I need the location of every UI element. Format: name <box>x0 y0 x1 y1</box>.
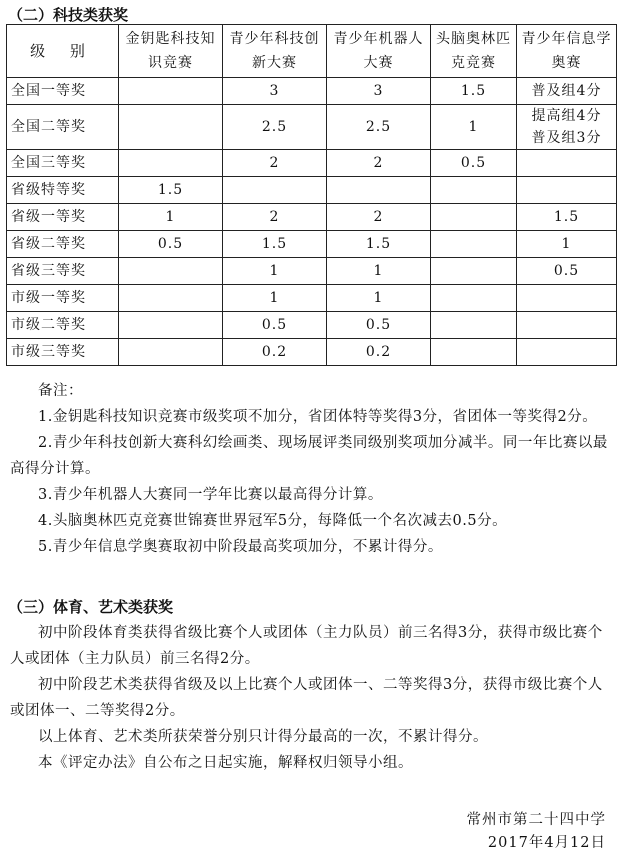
table-row <box>7 78 617 105</box>
table-cell: 1 <box>223 285 327 312</box>
table-cell <box>119 285 223 312</box>
table-cell: 1.5 <box>327 231 431 258</box>
table-cell: 普及组4分 <box>517 78 617 105</box>
notes-title: 备注： <box>38 383 83 399</box>
table-cell: 3 <box>327 78 431 105</box>
row-level: 省级一等奖 <box>7 204 119 231</box>
table-cell <box>517 312 617 339</box>
table-row <box>7 231 617 258</box>
note-item: 2.青少年科技创新大赛科幻绘画类、现场展评类同级别奖项加分减半。同一年比赛以最高得分计算。 <box>10 435 608 477</box>
table-cell: 2.5 <box>223 105 327 150</box>
table-cell: 0.2 <box>327 339 431 366</box>
table-cell: 1.5 <box>119 177 223 204</box>
header-col: 青少年信息学奥赛 <box>517 25 617 78</box>
table-cell <box>119 339 223 366</box>
table-row <box>7 105 617 150</box>
section3-heading: （三）体育、艺术类获奖 <box>8 598 174 616</box>
section3-paragraph: 初中阶段体育类获得省级比赛个人或团体（主力队员）前三名得3分，获得市级比赛个人或团体（主力队员）前三名得2分。 <box>10 625 603 667</box>
row-level: 全国二等奖 <box>7 105 119 150</box>
header-col: 青少年科技创新大赛 <box>223 25 327 78</box>
table-cell: 1 <box>223 258 327 285</box>
table-cell: 0.2 <box>223 339 327 366</box>
row-level: 省级二等奖 <box>7 231 119 258</box>
header-col: 头脑奥林匹克竞赛 <box>431 25 517 78</box>
table-cell <box>327 177 431 204</box>
table-cell <box>431 285 517 312</box>
table-row <box>7 204 617 231</box>
note-item: 4.头脑奥林匹克竞赛世锦赛世界冠军5分，每降低一个名次减去0.5分。 <box>38 513 508 529</box>
header-col: 青少年机器人大赛 <box>327 25 431 78</box>
row-level: 市级一等奖 <box>7 285 119 312</box>
notes-block <box>10 378 616 560</box>
table-cell <box>431 177 517 204</box>
table-cell <box>517 285 617 312</box>
table-cell: 0.5 <box>431 150 517 177</box>
table-cell <box>431 231 517 258</box>
table-cell: 1 <box>327 258 431 285</box>
signature-date: 2017年4月12日 <box>487 835 606 851</box>
table-cell <box>223 177 327 204</box>
row-level: 全国三等奖 <box>7 150 119 177</box>
table-cell: 1.5 <box>517 204 617 231</box>
table-cell <box>431 339 517 366</box>
section3-paragraph: 本《评定办法》自公布之日起实施，解释权归领导小组。 <box>38 755 413 771</box>
table-cell: 1.5 <box>223 231 327 258</box>
table-cell: 1 <box>431 105 517 150</box>
row-level: 省级特等奖 <box>7 177 119 204</box>
table-row <box>7 312 617 339</box>
section3-body <box>10 620 616 776</box>
table-cell <box>119 312 223 339</box>
table-cell <box>517 150 617 177</box>
table-cell <box>119 105 223 150</box>
table-cell <box>119 258 223 285</box>
table-cell <box>431 204 517 231</box>
table-cell <box>431 312 517 339</box>
table-cell: 2.5 <box>327 105 431 150</box>
header-level: 级 别 <box>7 25 119 78</box>
table-cell: 0.5 <box>327 312 431 339</box>
table-cell: 2 <box>223 204 327 231</box>
section3-paragraph: 以上体育、艺术类所获荣誉分别只计得分最高的一次，不累计得分。 <box>38 729 488 745</box>
table-cell: 3 <box>223 78 327 105</box>
table-header-row <box>7 25 617 78</box>
row-level: 市级二等奖 <box>7 312 119 339</box>
table-cell: 1 <box>119 204 223 231</box>
signature-org: 常州市第二十四中学 <box>466 812 606 828</box>
table-cell <box>517 177 617 204</box>
note-item: 5.青少年信息学奥赛取初中阶段最高奖项加分，不累计得分。 <box>38 539 443 555</box>
table-cell: 2 <box>327 204 431 231</box>
table-cell: 1.5 <box>431 78 517 105</box>
row-level: 全国一等奖 <box>7 78 119 105</box>
table-cell: 0.5 <box>223 312 327 339</box>
row-level: 市级三等奖 <box>7 339 119 366</box>
table-row <box>7 258 617 285</box>
table-cell: 2 <box>327 150 431 177</box>
table-cell: 1 <box>327 285 431 312</box>
award-points-table <box>6 24 617 366</box>
table-row <box>7 339 617 366</box>
table-cell <box>119 78 223 105</box>
table-cell: 1 <box>517 231 617 258</box>
table-cell <box>431 258 517 285</box>
section2-heading: （二）科技类获奖 <box>8 6 129 24</box>
table-row <box>7 150 617 177</box>
note-item: 3.青少年机器人大赛同一学年比赛以最高得分计算。 <box>38 487 383 503</box>
table-row <box>7 177 617 204</box>
table-cell: 2 <box>223 150 327 177</box>
header-col: 金钥匙科技知识竞赛 <box>119 25 223 78</box>
table-cell <box>517 339 617 366</box>
section3-paragraph: 初中阶段艺术类获得省级及以上比赛个人或团体一、二等奖得3分，获得市级比赛个人或团体一、二等奖得2分。 <box>10 677 603 719</box>
row-level: 省级三等奖 <box>7 258 119 285</box>
table-cell: 0.5 <box>119 231 223 258</box>
note-item: 1.金钥匙科技知识竞赛市级奖项不加分，省团体特等奖得3分，省团体一等奖得2分。 <box>38 409 598 425</box>
table-row <box>7 285 617 312</box>
table-cell <box>119 150 223 177</box>
table-cell: 提高组4分 普及组3分 <box>517 105 617 150</box>
table-cell: 0.5 <box>517 258 617 285</box>
